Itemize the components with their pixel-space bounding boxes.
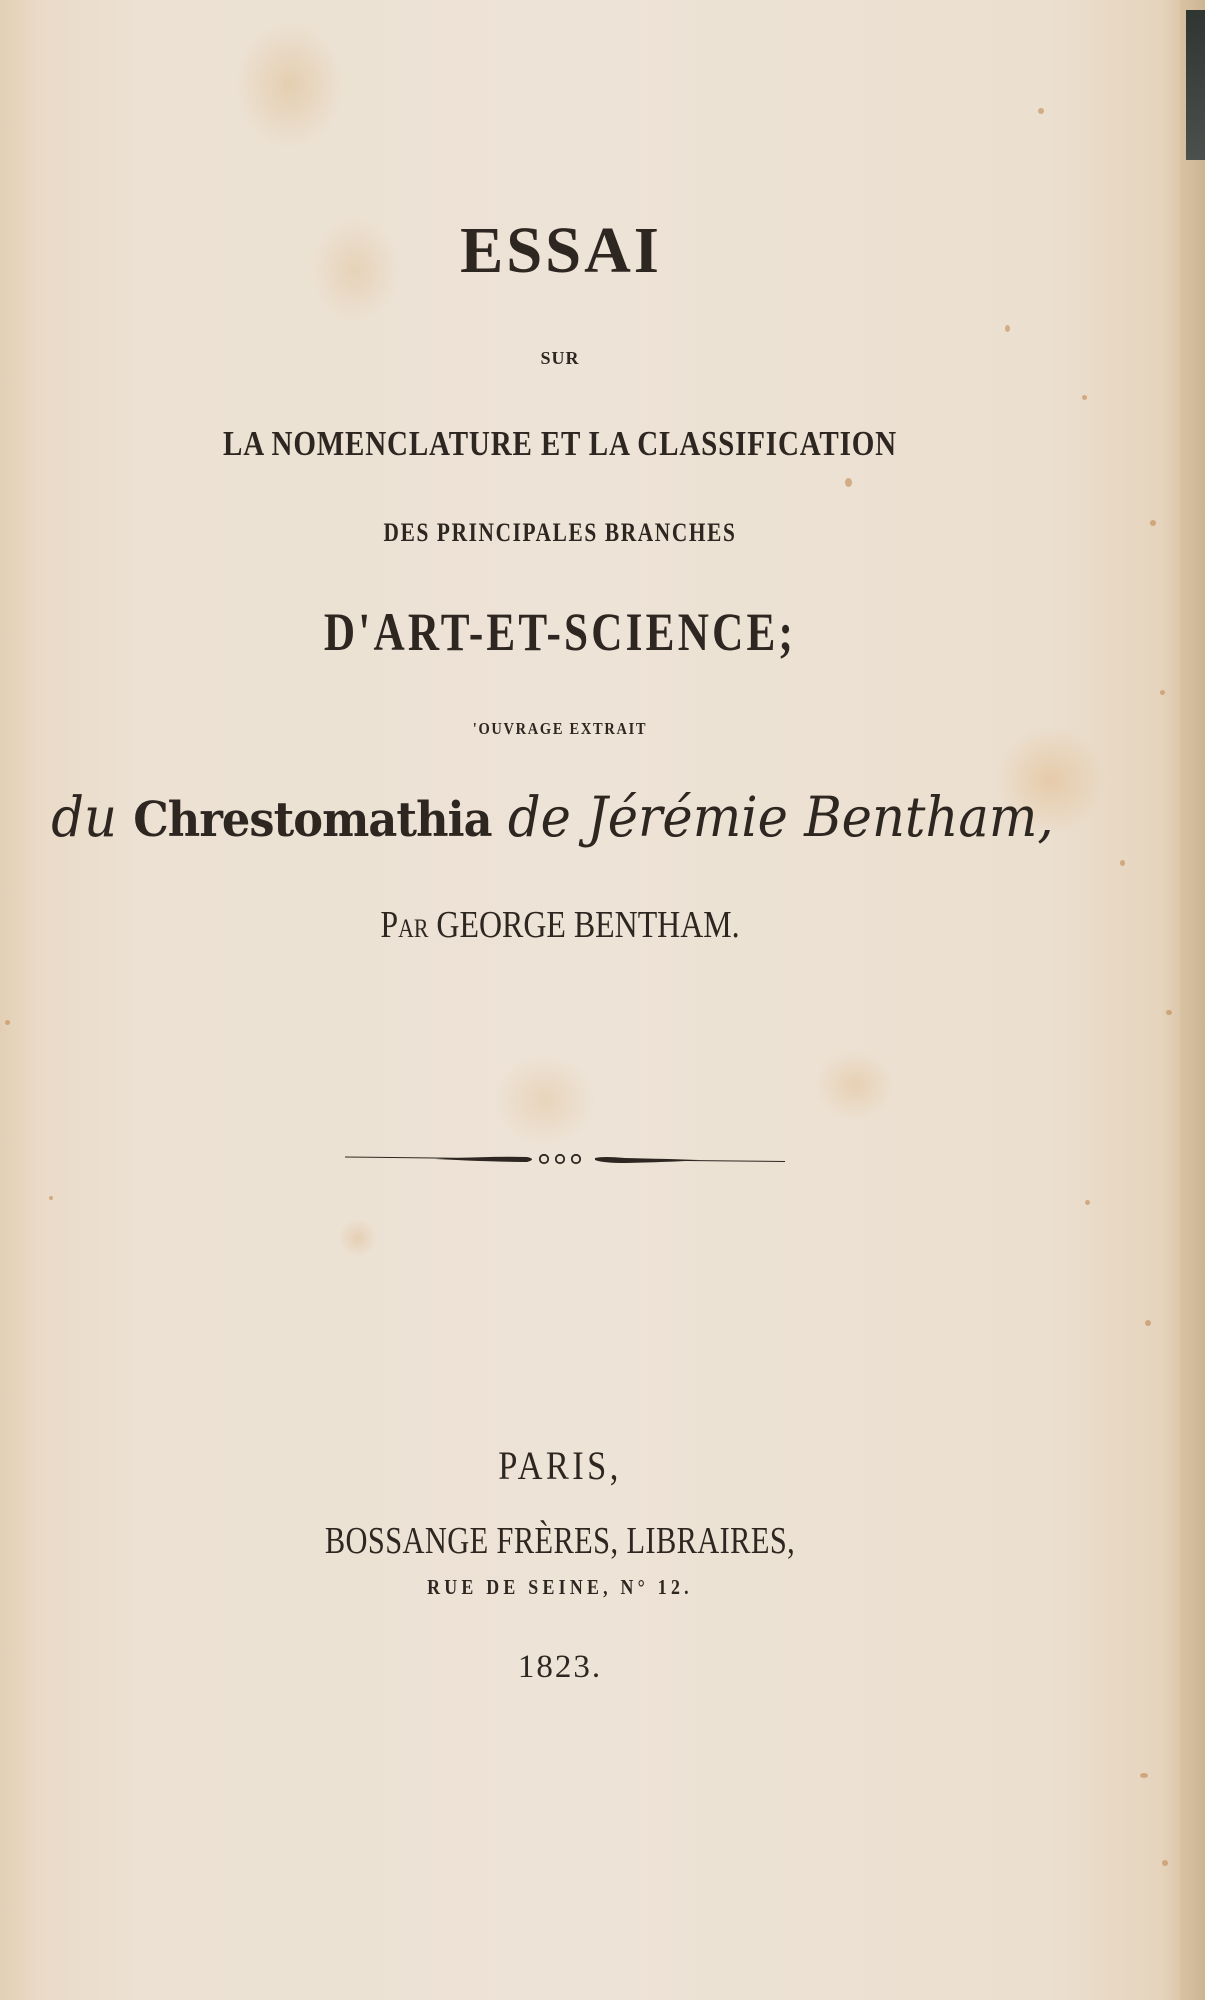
foxing-speck [1140,1773,1148,1778]
foxing-speck [1162,1860,1168,1866]
subtitle-middle: de [491,785,588,849]
foxing-speck [49,1196,53,1200]
foxing-speck [1005,325,1010,332]
byline [90,906,1031,944]
foxing-speck [1145,1320,1151,1326]
foxing-speck [1085,1200,1090,1205]
page-edge [1180,0,1205,2000]
foxing-speck [1160,690,1165,695]
subtitle-work-title: Chrestomathia [133,792,492,848]
foxing-speck [1150,520,1156,526]
subtitle-prefix: du [51,785,134,849]
ornament-divider-icon [345,1148,785,1170]
subtitle-line-2 [39,785,1067,849]
title-line-1: LA NOMENCLATURE ET LA CLASSIFICATION [223,424,897,463]
foxing-speck [845,478,852,487]
imprint-publisher: BOSSANGE FRÈRES, LIBRAIRES, [324,1520,796,1562]
byline-par: PAR [380,904,429,946]
title-line-2: DES PRINCIPALES BRANCHES [383,518,737,547]
foxing-speck [1166,1010,1172,1015]
foxing-speck [1120,860,1125,866]
subtitle-author: Jérémie Bentham, [587,785,1054,849]
foxing-speck [1038,108,1044,114]
foxing-speck [5,1020,10,1025]
title-connector: SUR [540,348,580,368]
binding-edge [1186,10,1205,160]
imprint-year: 1823. [517,1649,603,1685]
imprint-city: PARIS, [498,1443,622,1488]
title-line-3: D'ART-ET-SCIENCE; [323,602,797,662]
foxing-speck [1082,395,1087,400]
subtitle-line-1: 'OUVRAGE EXTRAIT [472,719,648,738]
title-main: ESSAI [460,214,662,287]
imprint-address: RUE DE SEINE, N° 12. [427,1575,693,1599]
byline-author: GEORGE BENTHAM. [436,904,740,946]
